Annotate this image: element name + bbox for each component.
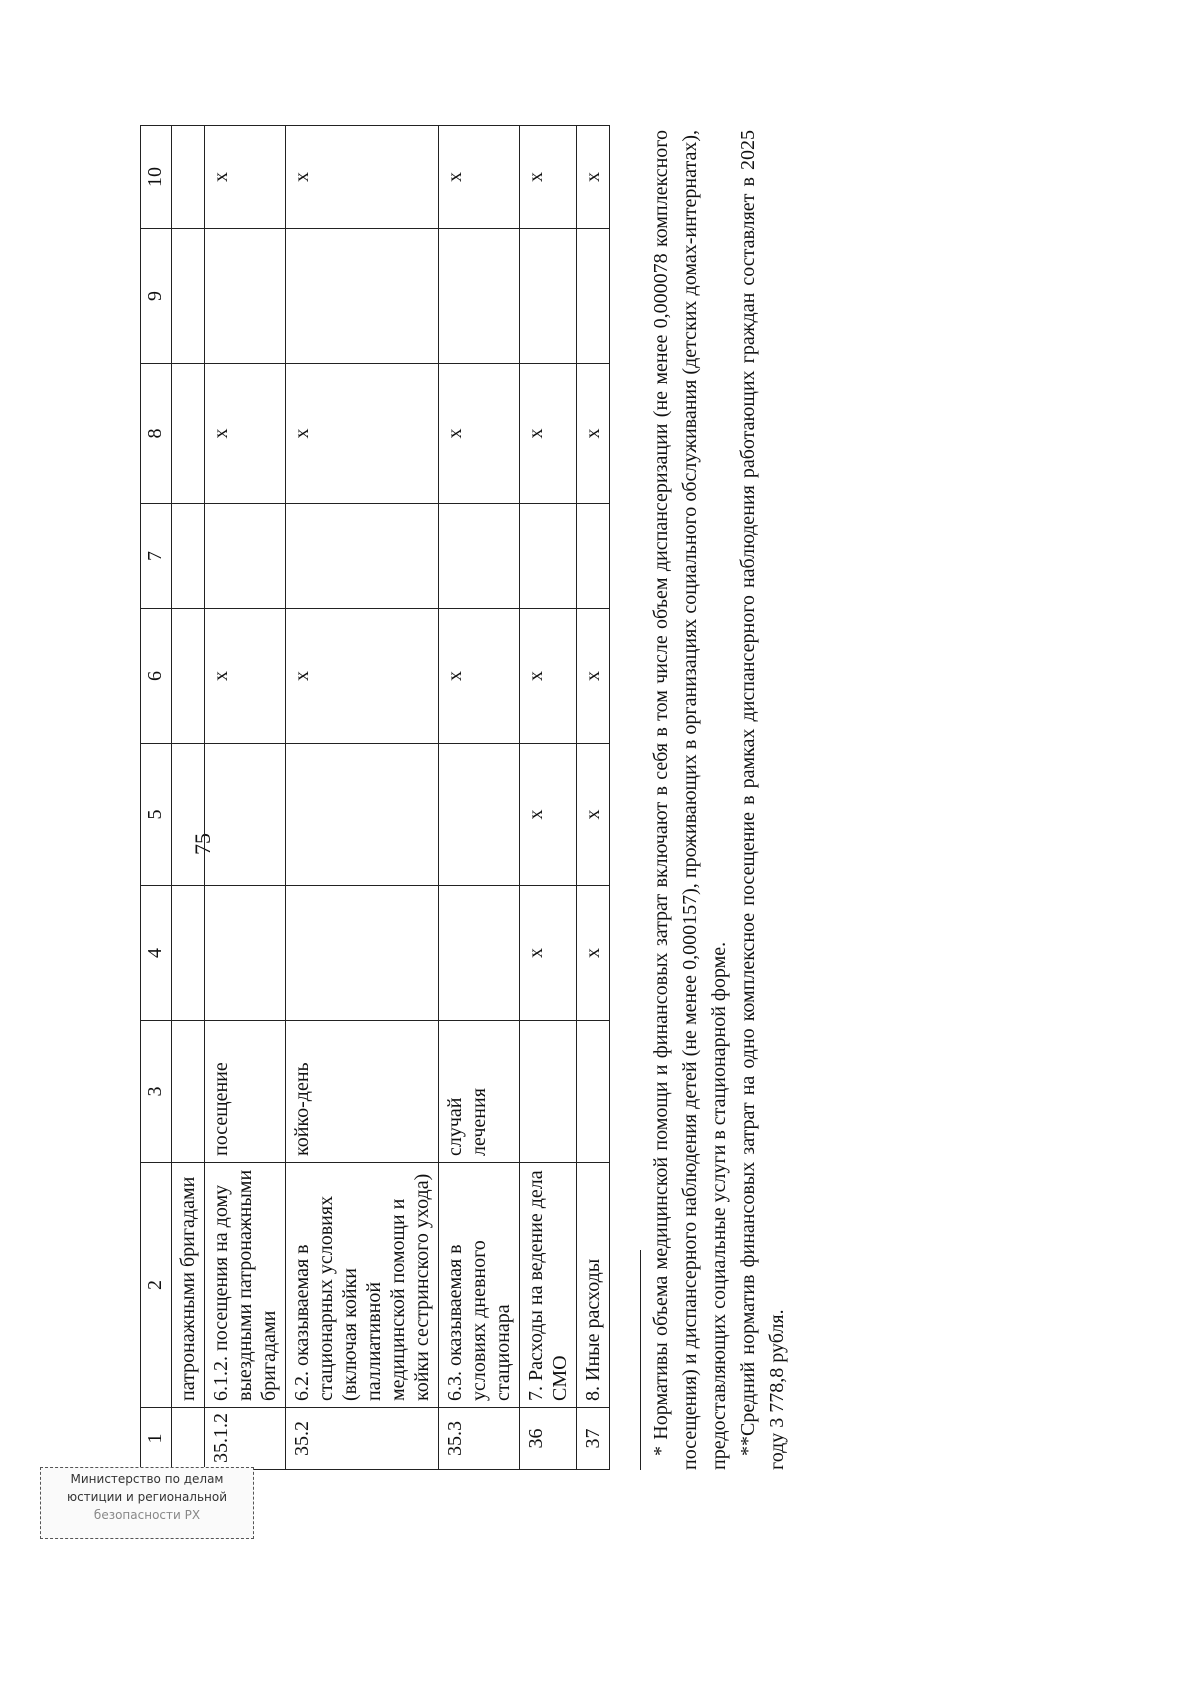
table-cell-col-4: х bbox=[577, 886, 610, 1021]
table-row bbox=[577, 126, 610, 1470]
table-row bbox=[520, 126, 577, 1470]
stamp-line-2: юстиции и региональной bbox=[66, 1490, 228, 1504]
table-cell-col-6: х bbox=[286, 609, 439, 744]
table-row bbox=[205, 126, 286, 1470]
table-cell-col-2: 6.1.2. посещения на дому выездными патронажными бригадами bbox=[205, 1163, 286, 1408]
table-cell-col-7 bbox=[286, 504, 439, 609]
table-cell-col-1: 35.1.2 bbox=[205, 1408, 286, 1470]
table-row bbox=[439, 126, 520, 1470]
table-cell-col-4: х bbox=[520, 886, 577, 1021]
footnote-2: **Средний норматив финансовых затрат на одно комплексное посещение в рамках диспансерного наблюдения работающих граждан составляет в 2025 году 3 778,8 рубля. bbox=[737, 130, 788, 1470]
table-cell-col-2: 6.2. оказываемая в стационарных условиях (включая койки паллиативной медицинской помощи и койки сестринского ухода) bbox=[286, 1163, 439, 1408]
table-cell-col-6 bbox=[172, 609, 205, 744]
table-cell-col-8: х bbox=[520, 364, 577, 504]
table-cell-col-2: 7. Расходы на ведение дела СМО bbox=[520, 1163, 577, 1408]
table-cell-col-3: случай лечения bbox=[439, 1021, 520, 1163]
table-cell-col-4 bbox=[172, 886, 205, 1021]
table-cell-col-10: х bbox=[439, 126, 520, 229]
table-cell-col-10: х bbox=[205, 126, 286, 229]
table-cell-col-1: 37 bbox=[577, 1408, 610, 1470]
table-cell-col-2: 8. Иные расходы bbox=[577, 1163, 610, 1408]
header-cell-4: 4 bbox=[141, 886, 172, 1021]
table-cell-col-5: х bbox=[577, 744, 610, 886]
table-cell-col-3 bbox=[520, 1021, 577, 1163]
table-cell-col-7 bbox=[205, 504, 286, 609]
stamp-line-3: безопасности РХ bbox=[93, 1508, 201, 1522]
table-cell-col-7 bbox=[520, 504, 577, 609]
table-cell-col-4 bbox=[205, 886, 286, 1021]
table-cell-col-3 bbox=[172, 1021, 205, 1163]
table-cell-col-10: х bbox=[577, 126, 610, 229]
table-header-row bbox=[141, 126, 172, 1470]
table-cell-col-1 bbox=[172, 1408, 205, 1470]
table-cell-col-8: х bbox=[577, 364, 610, 504]
table-cell-col-9 bbox=[577, 229, 610, 364]
table-cell-col-2: 6.3. оказываемая в условиях дневного стационара bbox=[439, 1163, 520, 1408]
table-cell-col-3 bbox=[577, 1021, 610, 1163]
table-cell-col-9 bbox=[439, 229, 520, 364]
table-cell-col-8 bbox=[172, 364, 205, 504]
table-cell-col-5 bbox=[439, 744, 520, 886]
table-body bbox=[141, 126, 610, 1470]
table-cell-col-1: 35.2 bbox=[286, 1408, 439, 1470]
rotated-page-content bbox=[140, 120, 1040, 1620]
header-cell-1: 1 bbox=[141, 1408, 172, 1470]
footnote-divider bbox=[640, 1250, 641, 1470]
table-cell-col-10: х bbox=[286, 126, 439, 229]
header-cell-5: 5 bbox=[141, 744, 172, 886]
header-cell-2: 2 bbox=[141, 1163, 172, 1408]
table-cell-col-7 bbox=[577, 504, 610, 609]
table-cell-col-9 bbox=[205, 229, 286, 364]
header-cell-8: 8 bbox=[141, 364, 172, 504]
table-cell-col-4 bbox=[439, 886, 520, 1021]
table-cell-col-7 bbox=[172, 504, 205, 609]
table-cell-col-10 bbox=[172, 126, 205, 229]
table-cell-col-8: х bbox=[439, 364, 520, 504]
header-cell-7: 7 bbox=[141, 504, 172, 609]
table-row bbox=[286, 126, 439, 1470]
norms-table bbox=[140, 125, 610, 1470]
table-cell-col-6: х bbox=[205, 609, 286, 744]
table-cell-col-2: патронажными бригадами bbox=[172, 1163, 205, 1408]
table-cell-col-6: х bbox=[520, 609, 577, 744]
page-number: 75 bbox=[190, 833, 215, 855]
table-cell-col-1: 36 bbox=[520, 1408, 577, 1470]
table-cell-col-5 bbox=[172, 744, 205, 886]
table-cell-col-1: 35.3 bbox=[439, 1408, 520, 1470]
table-cell-col-4 bbox=[286, 886, 439, 1021]
stamp-line-1: Министерство по делам bbox=[70, 1472, 224, 1486]
table-cell-col-5 bbox=[286, 744, 439, 886]
table-cell-col-6: х bbox=[439, 609, 520, 744]
table-cell-col-9 bbox=[520, 229, 577, 364]
header-cell-10: 10 bbox=[141, 126, 172, 229]
footnotes bbox=[640, 130, 792, 1470]
header-cell-3: 3 bbox=[141, 1021, 172, 1163]
table-cell-col-10: х bbox=[520, 126, 577, 229]
header-cell-9: 9 bbox=[141, 229, 172, 364]
table-row bbox=[172, 126, 205, 1470]
registration-stamp bbox=[40, 1467, 254, 1539]
footnote-1: * Нормативы объема медицинской помощи и финансовых затрат включают в себя в том числе объем диспансеризации (не менее 0,000078 комплексного посещения) и диспансерного наблюдения детей (не менее 0,000157), проживающих в организациях социального обслуживания (детских домах-интернатах), предоставляющих социальные услуги в стационарной форме. bbox=[650, 130, 730, 1470]
table-cell-col-3: посещение bbox=[205, 1021, 286, 1163]
table-cell-col-7 bbox=[439, 504, 520, 609]
table-cell-col-9 bbox=[286, 229, 439, 364]
table-cell-col-8: х bbox=[205, 364, 286, 504]
table-cell-col-8: х bbox=[286, 364, 439, 504]
table-cell-col-5: х bbox=[520, 744, 577, 886]
table-cell-col-5 bbox=[205, 744, 286, 886]
table-cell-col-9 bbox=[172, 229, 205, 364]
table-cell-col-3: койко-день bbox=[286, 1021, 439, 1163]
table-cell-col-6: х bbox=[577, 609, 610, 744]
header-cell-6: 6 bbox=[141, 609, 172, 744]
